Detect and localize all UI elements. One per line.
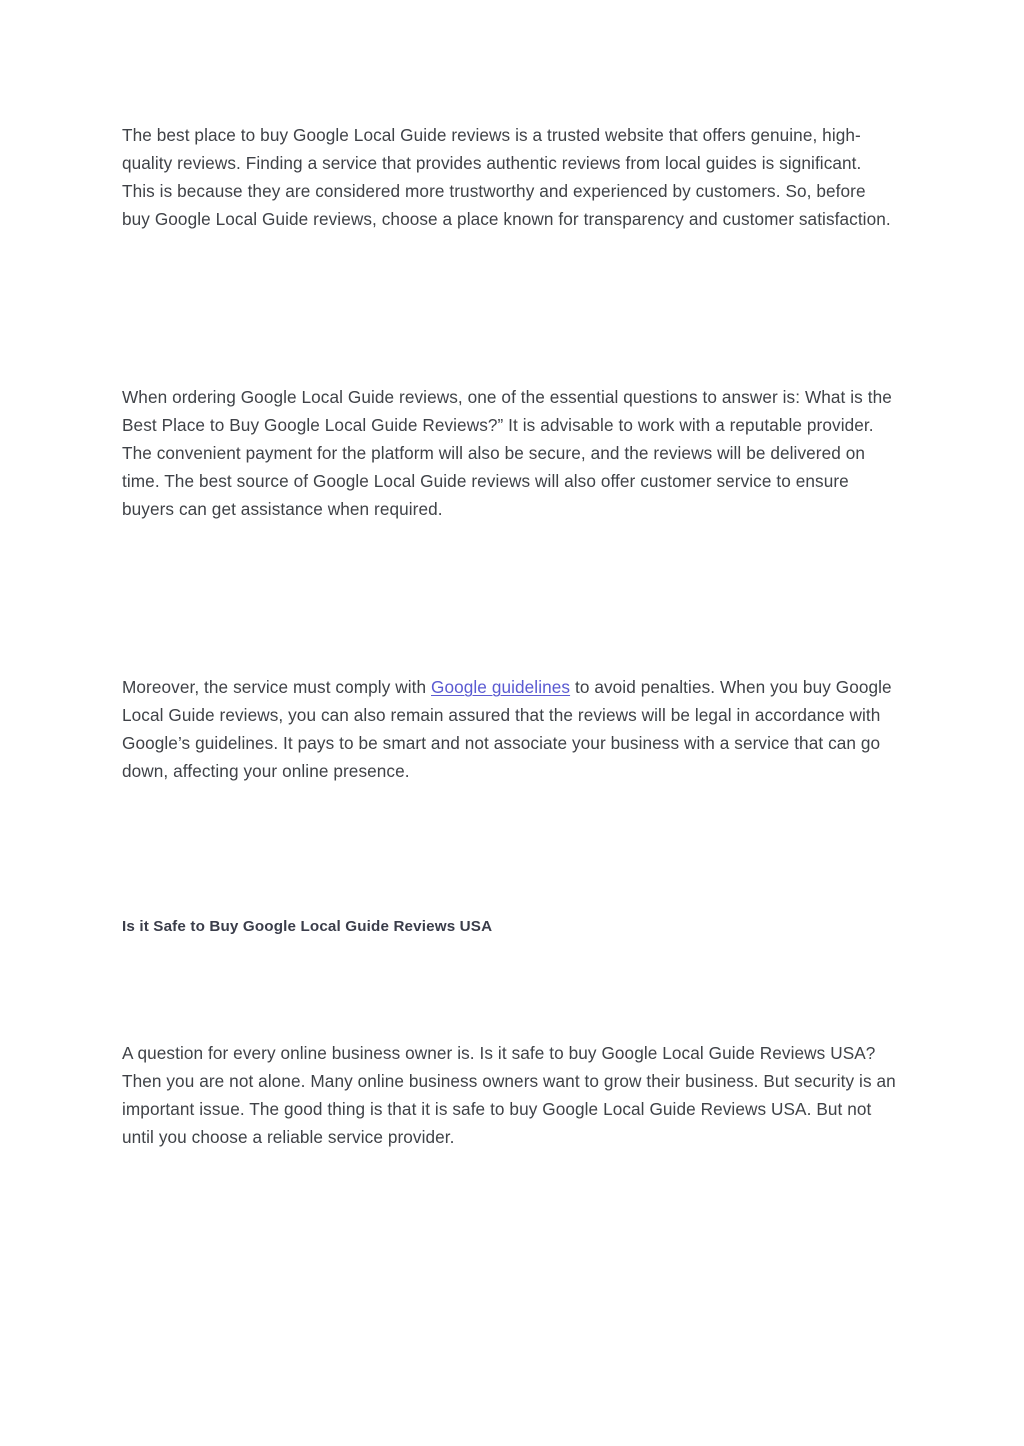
paragraph-a-question: A question for every online business owner is. Is it safe to buy Google Local Guide Reviews USA? Then you are not alone. Many online business owners want to grow their business. But security is an important issue. The good thing is that it is safe to buy Google Local Guide Reviews USA. But not until you choose a reliable service provider. (122, 1043, 896, 1147)
heading-is-it-safe: Is it Safe to Buy Google Local Guide Reviews USA (122, 918, 493, 935)
paragraph-moreover-text-after: to avoid penalties. When you buy Google Local Guide reviews, you can also remain assured that the reviews will be legal in accordance with Google’s guidelines. It pays to be smart and not associate your business with a service that can go down, affecting your online presence. (122, 677, 892, 781)
google-guidelines-link[interactable]: Google guidelines (431, 677, 571, 697)
heading-spacer-above (122, 785, 898, 916)
paragraph-best-place: The best place to buy Google Local Guide reviews is a trusted website that offers genuine, high-quality reviews. Finding a service that provides authentic reviews from local guides is significant. This is because they are considered more trustworthy and experienced by customers. So, before buy Google Local Guide reviews, choose a place known for transparency and customer satisfaction. (122, 125, 891, 229)
paragraph-moreover (122, 673, 898, 785)
heading-spacer-below (122, 938, 898, 1039)
document-body (122, 121, 898, 1151)
paragraph-when-ordering: When ordering Google Local Guide reviews, one of the essential questions to answer is: What is the Best Place to Buy Google Local Guide Reviews?” It is advisable to work with a reputable provider. The convenient payment for the platform will also be secure, and the reviews will be delivered on time. The best source of Google Local Guide reviews will also offer customer service to ensure buyers can get assistance when required. (122, 387, 892, 519)
paragraph-moreover-text-before: Moreover, the service must comply with (122, 677, 432, 697)
paragraph-spacer (122, 233, 898, 383)
paragraph-spacer (122, 523, 898, 673)
